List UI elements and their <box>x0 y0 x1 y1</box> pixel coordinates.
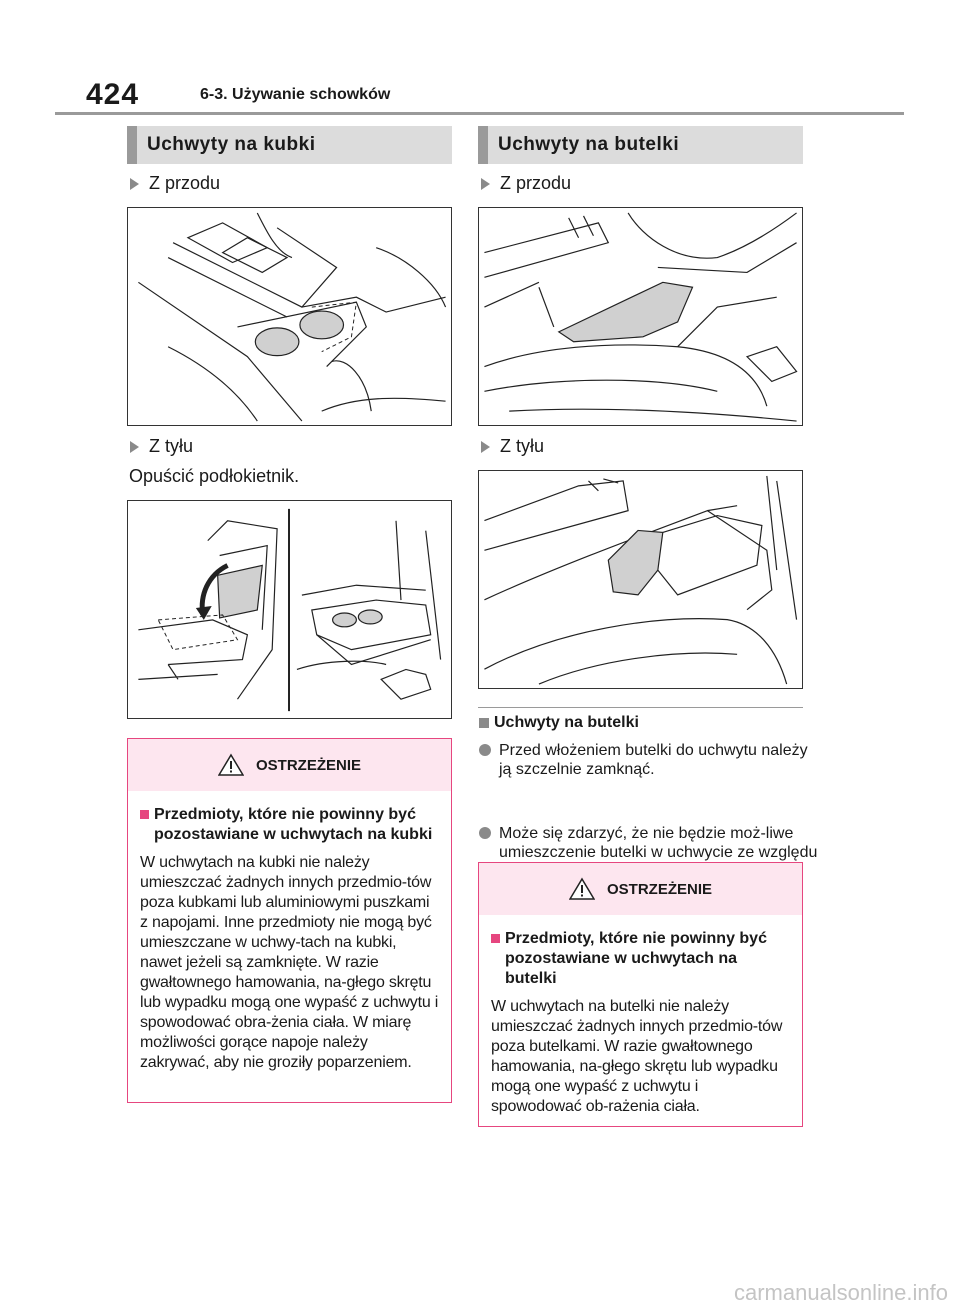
page-number: 424 <box>86 78 140 111</box>
section-title: Uchwyty na kubki <box>147 134 316 155</box>
cup-front-label <box>130 173 220 194</box>
label-text: Z tyłu <box>500 436 545 456</box>
warning-header <box>479 863 802 915</box>
warning-body: W uchwytach na butelki nie należy umieszczać żadnych innych przedmio-tów poza butelkami. W razie gwałtownego hamowania, na-głego skrętu lub wypadku mogą one wypaść z uchwytu i spowodować ob-rażenia ciała. <box>491 998 783 1115</box>
warning-title <box>491 929 792 989</box>
bottle-rear-label <box>481 436 544 457</box>
warning-triangle-icon <box>218 753 244 777</box>
arrow-icon <box>481 178 490 190</box>
warning-box-cups <box>127 738 452 1103</box>
figure-front-cup-holder <box>127 207 452 426</box>
arrow-icon <box>481 441 490 453</box>
label-text: Z tyłu <box>149 436 194 456</box>
watermark: carmanualsonline.info <box>733 1280 948 1305</box>
rear-instruction: Opuścić podłokietnik. <box>129 466 300 486</box>
front-bottle-holder-illustration <box>479 208 802 425</box>
note-heading <box>479 714 639 732</box>
square-bullet-icon <box>491 934 500 943</box>
square-bullet-icon <box>140 810 149 819</box>
section-title: Uchwyty na butelki <box>498 134 680 155</box>
arrow-icon <box>130 178 139 190</box>
bullet-dot-icon <box>479 744 491 756</box>
chapter-title: 6-3. Używanie schowków <box>200 86 391 103</box>
note-rule <box>478 707 803 708</box>
warning-title <box>140 805 441 845</box>
rear-bottle-holder-illustration <box>479 471 802 688</box>
warning-heading: OSTRZEŻENIE <box>606 880 712 898</box>
arrow-icon <box>130 441 139 453</box>
figure-rear-cup-holder <box>127 500 452 719</box>
header-rule <box>55 112 904 115</box>
bullet-dot-icon <box>479 827 491 839</box>
warning-title-text: Przedmioty, które nie powinny być pozostawiane w uchwytach na kubki <box>154 806 433 843</box>
note-heading-text: Uchwyty na butelki <box>494 714 639 731</box>
note-bullet <box>479 741 821 779</box>
label-text: Z przodu <box>500 173 572 193</box>
bottle-front-label <box>481 173 571 194</box>
warning-heading: OSTRZEŻENIE <box>255 756 361 774</box>
note-bullet-text: Może się zdarzyć, że nie będzie moż-liwe umieszczenie butelki w uchwycie ze względu <box>499 825 818 861</box>
warning-triangle-icon <box>569 877 595 901</box>
figure-rear-bottle-holder <box>478 470 803 689</box>
note-bullet-text: Przed włożeniem butelki do uchwytu należy ją szczelnie zamknąć. <box>499 742 808 778</box>
warning-header <box>128 739 451 791</box>
square-bullet-icon <box>479 718 489 728</box>
warning-box-bottles <box>478 862 803 1127</box>
label-text: Z przodu <box>149 173 221 193</box>
figure-front-bottle-holder <box>478 207 803 426</box>
rear-cup-holder-illustration <box>128 501 451 718</box>
warning-body: W uchwytach na kubki nie należy umieszczać żadnych innych przedmio-tów poza kubkami lub aluminiowymi puszkami z napojami. Inne przedmioty nie mogą być umieszczane w uchwy-tach na kubki, nawet jeżeli są zamknięte. W razie gwałtownego hamowania, na-głego skrętu lub wypadku mogą one wypaść z uchwytu i spowodować obra-żenia ciała. W miarę możliwości gorące napoje należy zakrywać, aby nie groziły poparzeniem. <box>140 854 439 1071</box>
cup-rear-label <box>130 436 193 457</box>
section-bottle-holders <box>478 126 803 164</box>
warning-title-text: Przedmioty, które nie powinny być pozostawiane w uchwytach na butelki <box>505 930 767 987</box>
front-cup-holder-illustration <box>128 208 451 425</box>
section-cup-holders <box>127 126 452 164</box>
